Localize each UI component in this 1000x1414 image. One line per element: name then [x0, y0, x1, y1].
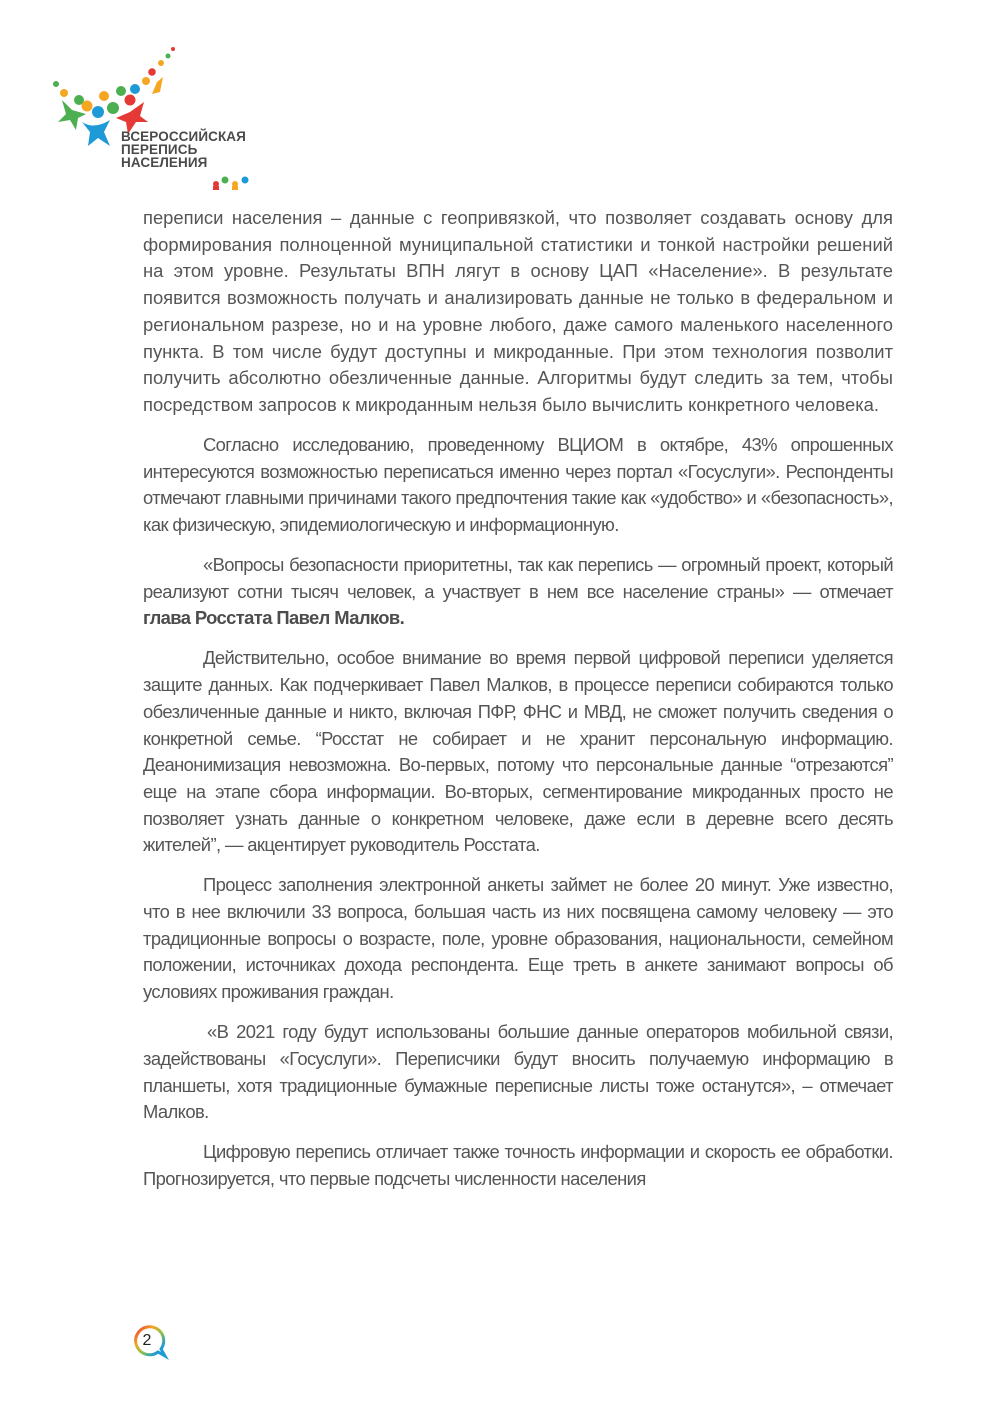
paragraph: Цифровую перепись отличает также точность информации и скорость ее обработки. Прогнозируется, что первые подсчеты численности населения: [143, 1141, 893, 1189]
paragraph-text: «Вопросы безопасности приоритетны, так как перепись — огромный проект, который реализуют сотни тысяч человек, а участвует в нем все население страны» — отмечает: [143, 554, 893, 602]
bold-attribution: глава Росстата Павел Малков.: [143, 607, 405, 629]
paragraph: [143, 552, 893, 632]
logo-line: ПЕРЕПИСЬ: [121, 142, 198, 157]
paragraph: Действительно, особое внимание во время первой цифровой переписи уделяется защите данных. Как подчеркивает Павел Малков, в процессе переписи собираются только обезличенные данные и никто, включая ПФР, ФНС и МВД, не сможет получить сведения о конкретной семье. “Росстат не собирает и не хранит персональную информацию. Деанонимизация невозможна. Во-первых, потому что персональные данные “отрезаются” еще на этапе сбора информации. Во-вторых, сегментирование микроданных просто не позволяет узнать данные о конкретном человеке, даже если в деревне всего десять жителей”, — акцентирует руководитель Росстата.: [143, 647, 893, 856]
paragraph: переписи населения – данные с геопривязкой, что позволяет создавать основу для формирования полноценной муниципальной статистики и тонкой настройки решений на этом уровне. Результаты ВПН лягут в основу ЦАП «Население». В результате появится возможность получать и анализировать данные не только в федеральном и региональном разрезе, но и на уровне любого, даже самого маленького населенного пункта. В том числе будут доступны и микроданные. При этом технология позволит получить абсолютно обезличенные данные. Алгоритмы будут следить за тем, чтобы посредством запросов к микроданным нельзя было вычислить конкретного человека.: [143, 207, 893, 415]
paragraph: «В 2021 году будут использованы большие данные операторов мобильной связи, задействованы «Госуслуги». Переписчики будут вносить получаемую информацию в планшеты, хотя традиционные бумажные переписные листы тоже останутся», – отмечает Малков.: [143, 1021, 893, 1123]
census-logo-text: [121, 130, 246, 169]
paragraph: Процесс заполнения электронной анкеты займет не более 20 минут. Уже известно, что в нее включили 33 вопроса, большая часть из них посвящена самому человеку — это традиционные вопросы о возрасте, поле, уровне образования, национальности, семейном положении, источниках дохода респондента. Еще треть в анкете занимают вопросы об условиях проживания граждан.: [143, 874, 893, 1003]
paragraph: Согласно исследованию, проведенному ВЦИОМ в октябре, 43% опрошенных интересуются возможностью переписаться именно через портал «Госуслуги». Респонденты отмечают главными причинами такого предпочтения такие как «удобство» и «безопасность», как физическую, эпидемиологическую и информационную.: [143, 433, 893, 536]
logo-line: ВСЕРОССИЙСКАЯ: [121, 129, 246, 144]
logo-line: НАСЕЛЕНИЯ: [121, 155, 208, 170]
document-body: [143, 205, 893, 1206]
page-number: 2: [142, 1332, 152, 1349]
